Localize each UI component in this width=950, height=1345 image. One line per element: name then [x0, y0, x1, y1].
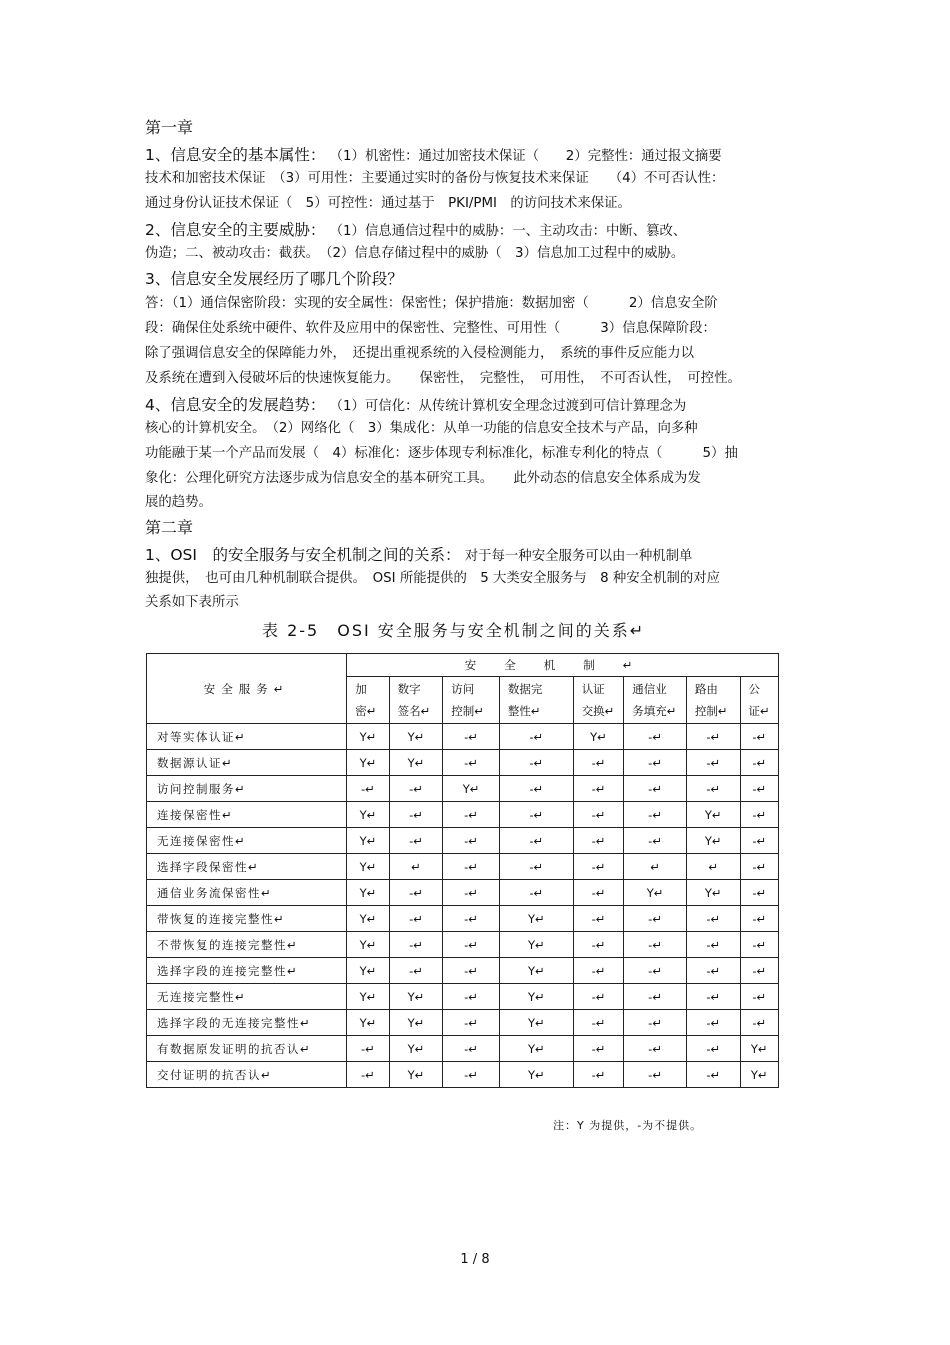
table-cell: Y↵ — [499, 906, 573, 932]
table-cell: -↵ — [686, 750, 740, 776]
table-cell: -↵ — [573, 828, 624, 854]
mechanism-name-line: 交换↵ — [581, 704, 615, 718]
table-cell: -↵ — [389, 880, 443, 906]
table-cell: -↵ — [686, 776, 740, 802]
table-cell: -↵ — [624, 906, 687, 932]
table-cell: -↵ — [389, 828, 443, 854]
mechanism-name — [499, 677, 573, 724]
table-cell: Y↵ — [686, 880, 740, 906]
table-cell: -↵ — [573, 932, 624, 958]
table-cell: -↵ — [389, 932, 443, 958]
chapter1-q2-line-1 — [145, 221, 686, 241]
table-cell: -↵ — [624, 958, 687, 984]
table-row — [147, 880, 779, 906]
table-row — [147, 958, 779, 984]
service-name: 有数据原发证明的抗否认↵ — [147, 1036, 347, 1062]
table-cell: -↵ — [499, 776, 573, 802]
table-cell: Y↵ — [347, 880, 389, 906]
mechanism-header: 安全机制↵ — [347, 654, 779, 677]
mechanism-name-line: 证↵ — [748, 704, 770, 718]
chapter1-q4-line-1 — [145, 396, 686, 416]
table-cell: Y↵ — [347, 828, 389, 854]
chapter2-title: 第二章 — [145, 518, 194, 537]
mechanism-name — [389, 677, 443, 724]
mechanism-name — [347, 677, 389, 724]
service-name: 通信业务流保密性↵ — [147, 880, 347, 906]
chapter1-q2-heading: 2、信息安全的主要威胁： — [145, 221, 326, 239]
table-cell: ↵ — [686, 854, 740, 880]
mechanism-name-line: 加 — [355, 682, 367, 696]
table-cell: Y↵ — [740, 1062, 779, 1088]
table-cell: -↵ — [624, 1036, 687, 1062]
table-cell: -↵ — [443, 828, 500, 854]
table-row — [147, 932, 779, 958]
table-cell: -↵ — [499, 802, 573, 828]
table-cell: -↵ — [740, 958, 779, 984]
table-cell: -↵ — [347, 1036, 389, 1062]
table-cell: -↵ — [624, 750, 687, 776]
table-cell: -↵ — [389, 776, 443, 802]
table-cell: Y↵ — [499, 1036, 573, 1062]
table-cell: -↵ — [740, 984, 779, 1010]
table-cell: -↵ — [443, 1036, 500, 1062]
table-cell: -↵ — [624, 802, 687, 828]
table-cell: Y↵ — [389, 984, 443, 1010]
table-row — [147, 1010, 779, 1036]
chapter2-q1-heading: 1、OSI 的安全服务与安全机制之间的关系： — [145, 546, 461, 564]
table-cell: -↵ — [443, 1010, 500, 1036]
service-name: 连接保密性↵ — [147, 802, 347, 828]
service-name: 数据源认证↵ — [147, 750, 347, 776]
table-cell: -↵ — [686, 932, 740, 958]
table-cell: Y↵ — [686, 802, 740, 828]
table-cell: -↵ — [443, 958, 500, 984]
page-number: 1 / 8 — [460, 1252, 490, 1267]
table-cell: Y↵ — [347, 802, 389, 828]
table-cell: -↵ — [573, 880, 624, 906]
table-cell: -↵ — [389, 802, 443, 828]
table-cell: -↵ — [624, 984, 687, 1010]
table-cell: Y↵ — [624, 880, 687, 906]
service-name: 选择字段的无连接完整性↵ — [147, 1010, 347, 1036]
table-cell: -↵ — [499, 750, 573, 776]
table-cell: -↵ — [443, 984, 500, 1010]
table-cell: -↵ — [624, 724, 687, 750]
table-cell: Y↵ — [389, 724, 443, 750]
mechanism-name-line: 数字 — [397, 682, 421, 696]
chapter1-q1-heading: 1、信息安全的基本属性： — [145, 146, 326, 164]
table-note: 注：Y 为提供，-为不提供。 — [553, 1119, 703, 1132]
table-cell: Y↵ — [347, 854, 389, 880]
table-cell: -↵ — [686, 1062, 740, 1088]
service-name: 交付证明的抗否认↵ — [147, 1062, 347, 1088]
table-cell: -↵ — [499, 828, 573, 854]
table-cell: Y↵ — [740, 1036, 779, 1062]
table-cell: Y↵ — [347, 958, 389, 984]
table-row — [147, 776, 779, 802]
table-cell: -↵ — [347, 776, 389, 802]
table-cell: -↵ — [499, 854, 573, 880]
table-cell: -↵ — [686, 724, 740, 750]
table-cell: -↵ — [443, 724, 500, 750]
table-cell: -↵ — [573, 854, 624, 880]
table-cell: -↵ — [573, 802, 624, 828]
service-name: 带恢复的连接完整性↵ — [147, 906, 347, 932]
chapter2-q1-line-2: 独提供， 也可由几种机制联合提供。 OSI 所能提供的 5 大类安全服务与 8 种安全机制的对应 — [145, 571, 721, 586]
table-cell: -↵ — [389, 958, 443, 984]
table-cell: ↵ — [389, 854, 443, 880]
mechanism-name-line: 签名↵ — [397, 704, 431, 718]
table-cell: -↵ — [389, 906, 443, 932]
mechanism-name-line: 控制↵ — [451, 704, 484, 718]
table-row — [147, 828, 779, 854]
table-cell: -↵ — [740, 880, 779, 906]
table-cell: -↵ — [443, 906, 500, 932]
table-cell: Y↵ — [347, 932, 389, 958]
chapter2-q1-line-1 — [145, 546, 692, 566]
table-cell: -↵ — [624, 932, 687, 958]
table-cell: -↵ — [740, 802, 779, 828]
table-cell: -↵ — [443, 1062, 500, 1088]
chapter2-q1-text: 对于每一种安全服务可以由一种机制单 — [464, 549, 693, 564]
table-cell: -↵ — [443, 880, 500, 906]
table-cell: -↵ — [740, 828, 779, 854]
chapter1-q3-line-3: 除了强调信息安全的保障能力外， 还提出重视系统的入侵检测能力， 系统的事件反应能力以 — [145, 346, 695, 361]
table-cell: Y↵ — [499, 958, 573, 984]
table-row — [147, 854, 779, 880]
table-cell: -↵ — [573, 906, 624, 932]
mechanism-name-line: 数据完 — [507, 682, 543, 696]
chapter2-q1-line-3: 关系如下表所示 — [145, 595, 239, 610]
mechanism-name-line: 通信业 — [632, 682, 667, 696]
table-cell: -↵ — [624, 776, 687, 802]
table-cell: Y↵ — [499, 932, 573, 958]
table-cell: -↵ — [573, 1036, 624, 1062]
service-name: 选择字段的连接完整性↵ — [147, 958, 347, 984]
service-name: 无连接保密性↵ — [147, 828, 347, 854]
table-caption: 表 2-5 OSI 安全服务与安全机制之间的关系↵ — [262, 621, 646, 640]
chapter1-q4-line-2: 核心的计算机安全。 （2）网络化（ 3）集成化：从单一功能的信息安全技术与产品，向多种 — [145, 421, 698, 436]
mechanism-name-line: 路由 — [694, 682, 718, 696]
table-row — [147, 984, 779, 1010]
chapter1-q4-text: （1）可信化：从传统计算机安全理念过渡到可信计算理念为 — [329, 399, 687, 414]
table-cell: -↵ — [740, 724, 779, 750]
mechanism-name — [443, 677, 500, 724]
table-cell: -↵ — [686, 984, 740, 1010]
table-cell: -↵ — [740, 854, 779, 880]
table-cell: -↵ — [686, 1036, 740, 1062]
mechanism-name-line: 控制↵ — [694, 704, 728, 718]
mechanism-name — [686, 677, 740, 724]
table-cell: -↵ — [686, 906, 740, 932]
mechanism-name-line: 认证 — [581, 682, 605, 696]
mechanism-name-line: 访问 — [451, 682, 475, 696]
chapter1-q1-line-2: 技术和加密技术保证 （3）可用性：主要通过实时的备份与恢复技术来保证 （4）不可否认性： — [145, 171, 725, 186]
mechanism-name — [624, 677, 687, 724]
chapter1-q2-text: （1）信息通信过程中的威胁：一、主动攻击：中断、篡改、 — [329, 224, 687, 239]
table-cell: -↵ — [740, 750, 779, 776]
mechanism-name-line: 务填充↵ — [632, 704, 677, 718]
mechanism-name — [740, 677, 779, 724]
chapter1-title: 第一章 — [145, 118, 194, 137]
table-cell: Y↵ — [347, 906, 389, 932]
table-cell: Y↵ — [389, 1036, 443, 1062]
table-cell: -↵ — [686, 1010, 740, 1036]
service-name: 不带恢复的连接完整性↵ — [147, 932, 347, 958]
service-name: 访问控制服务↵ — [147, 776, 347, 802]
table-row — [147, 906, 779, 932]
table-body — [147, 724, 779, 1088]
table-cell: Y↵ — [347, 984, 389, 1010]
table-cell: Y↵ — [573, 724, 624, 750]
table-cell: -↵ — [573, 984, 624, 1010]
service-header: 安全服务↵ — [147, 654, 347, 724]
chapter1-q2-line-2: 伪造；二、被动攻击：截获。 （2）信息存储过程中的威胁（ 3）信息加工过程中的威胁。 — [145, 246, 685, 261]
table-cell: Y↵ — [347, 724, 389, 750]
table-cell: -↵ — [624, 828, 687, 854]
table-cell: Y↵ — [389, 750, 443, 776]
chapter1-q4-heading: 4、信息安全的发展趋势： — [145, 396, 326, 414]
table-cell: -↵ — [686, 958, 740, 984]
table-cell: Y↵ — [499, 1062, 573, 1088]
table-cell: Y↵ — [686, 828, 740, 854]
table-cell: Y↵ — [347, 1010, 389, 1036]
mechanism-name-line: 密↵ — [355, 704, 377, 718]
service-name: 对等实体认证↵ — [147, 724, 347, 750]
table-cell: -↵ — [573, 750, 624, 776]
table-cell: -↵ — [740, 1010, 779, 1036]
chapter1-q3-line-4: 及系统在遭到入侵破坏后的快速恢复能力。 保密性， 完整性， 可用性， 不可否认性， 可控性。 — [145, 371, 741, 386]
table-cell: Y↵ — [499, 984, 573, 1010]
table-cell: -↵ — [573, 776, 624, 802]
table-row — [147, 750, 779, 776]
chapter1-q1-line-1 — [145, 146, 722, 166]
table-cell: -↵ — [740, 776, 779, 802]
table-row — [147, 724, 779, 750]
table-cell: -↵ — [740, 906, 779, 932]
table-cell: Y↵ — [389, 1062, 443, 1088]
table-cell: ↵ — [624, 854, 687, 880]
chapter1-q1-line-3: 通过身份认证技术保证（ 5）可控性：通过基于 PKI/PMI 的访问技术来保证。 — [145, 196, 631, 211]
chapter1-q4-line-3: 功能融于某一个产品而发展（ 4）标准化：逐步体现专利标准化，标准专利化的特点（ 5）抽 — [145, 446, 738, 461]
table-cell: Y↵ — [499, 1010, 573, 1036]
table-cell: -↵ — [573, 958, 624, 984]
osi-mechanism-table — [146, 653, 779, 1088]
table-cell: -↵ — [499, 724, 573, 750]
chapter1-q4-line-4: 象化：公理化研究方法逐步成为信息安全的基本研究工具。 此外动态的信息安全体系成为发 — [145, 471, 701, 486]
table-cell: -↵ — [624, 1062, 687, 1088]
table-cell: Y↵ — [443, 776, 500, 802]
table-cell: -↵ — [499, 880, 573, 906]
chapter1-q1-text: （1）机密性：通过加密技术保证（ 2）完整性：通过报文摘要 — [329, 149, 722, 164]
mechanism-name — [573, 677, 624, 724]
table-row — [147, 1036, 779, 1062]
service-name: 无连接完整性↵ — [147, 984, 347, 1010]
table-row — [147, 1062, 779, 1088]
table-cell: -↵ — [347, 1062, 389, 1088]
table-cell: -↵ — [740, 932, 779, 958]
chapter1-q3-line-1: 答：（1）通信保密阶段：实现的安全属性：保密性；保护措施：数据加密（ 2）信息安全阶 — [145, 296, 718, 311]
table-cell: -↵ — [443, 854, 500, 880]
table-cell: Y↵ — [347, 750, 389, 776]
table-cell: -↵ — [573, 1062, 624, 1088]
table-row — [147, 802, 779, 828]
table-cell: -↵ — [443, 932, 500, 958]
table-cell: -↵ — [573, 1010, 624, 1036]
chapter1-q3-line-2: 段：确保住处系统中硬件、软件及应用中的保密性、完整性、可用性（ 3）信息保障阶段： — [145, 321, 716, 336]
mechanism-name-line: 整性↵ — [507, 704, 541, 718]
chapter1-q4-line-5: 展的趋势。 — [145, 495, 212, 510]
mechanism-name-line: 公 — [748, 682, 760, 696]
table-cell: -↵ — [443, 802, 500, 828]
table-cell: -↵ — [443, 750, 500, 776]
table-cell: Y↵ — [389, 1010, 443, 1036]
service-name: 选择字段保密性↵ — [147, 854, 347, 880]
chapter1-q3-heading: 3、信息安全发展经历了哪几个阶段？ — [145, 270, 403, 288]
table-cell: -↵ — [624, 1010, 687, 1036]
